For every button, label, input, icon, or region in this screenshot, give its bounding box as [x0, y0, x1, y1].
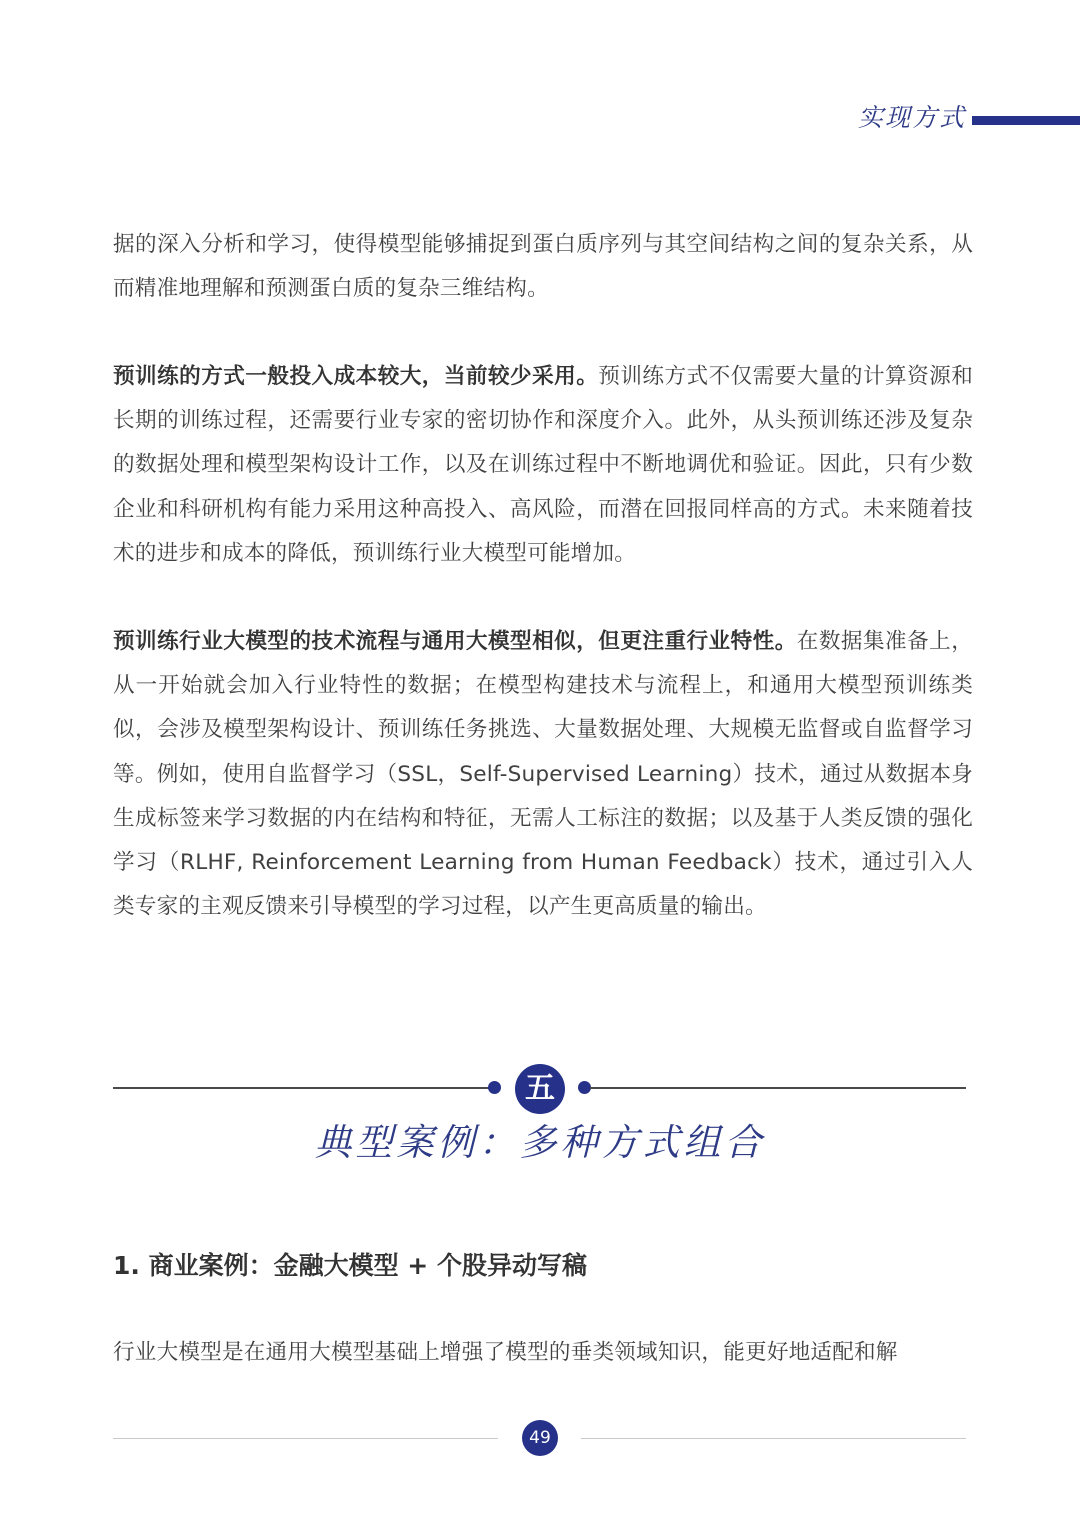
section-divider-right-line — [590, 1087, 966, 1089]
page-number-badge: 49 — [522, 1420, 558, 1456]
section-divider-left-line — [113, 1087, 491, 1089]
section-title: 典型案例：多种方式组合 — [314, 1121, 766, 1164]
paragraph-2-lead-bold: 预训练的方式一般投入成本较大，当前较少采用。 — [113, 364, 599, 389]
section-number-badge: 五 — [515, 1064, 565, 1114]
running-header-section-label: 实现方式 — [857, 103, 966, 132]
body-paragraph-4: 行业大模型是在通用大模型基础上增强了模型的垂类领域知识，能更好地适配和解 — [113, 1340, 898, 1365]
paragraph-3-body: 在数据集准备上，从一开始就会加入行业特性的数据；在模型构建技术与流程上，和通用大模型预训练类似，会涉及模型架构设计、预训练任务挑选、大量数据处理、大规模无监督或自监督学习等。例如，使用自监督学习（SSL，Self-Supervised Learning）技术，通过从数据本身生成标签来学习数据的内在结构和特征，无需人工标注的数据；以及基于人类反馈的强化学习（RLHF, Reinforcement Learning from Human Feedback）技术，通过引入人类专家的主观反馈来引导模型的学习过程，以产生更高质量的输出。 — [113, 629, 973, 920]
footer-left-line — [113, 1438, 498, 1439]
footer-right-line — [581, 1438, 966, 1439]
section-divider-left-dot — [488, 1081, 501, 1094]
body-paragraph-2 — [113, 355, 973, 576]
header-accent-bar — [972, 116, 1080, 125]
body-paragraph-3 — [113, 620, 973, 929]
paragraph-3-lead-bold: 预训练行业大模型的技术流程与通用大模型相似，但更注重行业特性。 — [113, 629, 797, 654]
paragraph-2-body: 预训练方式不仅需要大量的计算资源和长期的训练过程，还需要行业专家的密切协作和深度介入。此外，从头预训练还涉及复杂的数据处理和模型架构设计工作，以及在训练过程中不断地调优和验证。因此，只有少数企业和科研机构有能力采用这种高投入、高风险，而潜在回报同样高的方式。未来随着技术的进步和成本的降低，预训练行业大模型可能增加。 — [113, 364, 973, 566]
body-paragraph-1: 据的深入分析和学习，使得模型能够捕捉到蛋白质序列与其空间结构之间的复杂关系，从而精准地理解和预测蛋白质的复杂三维结构。 — [113, 232, 973, 302]
case-subheading: 1. 商业案例：金融大模型 + 个股异动写稿 — [113, 1251, 587, 1280]
